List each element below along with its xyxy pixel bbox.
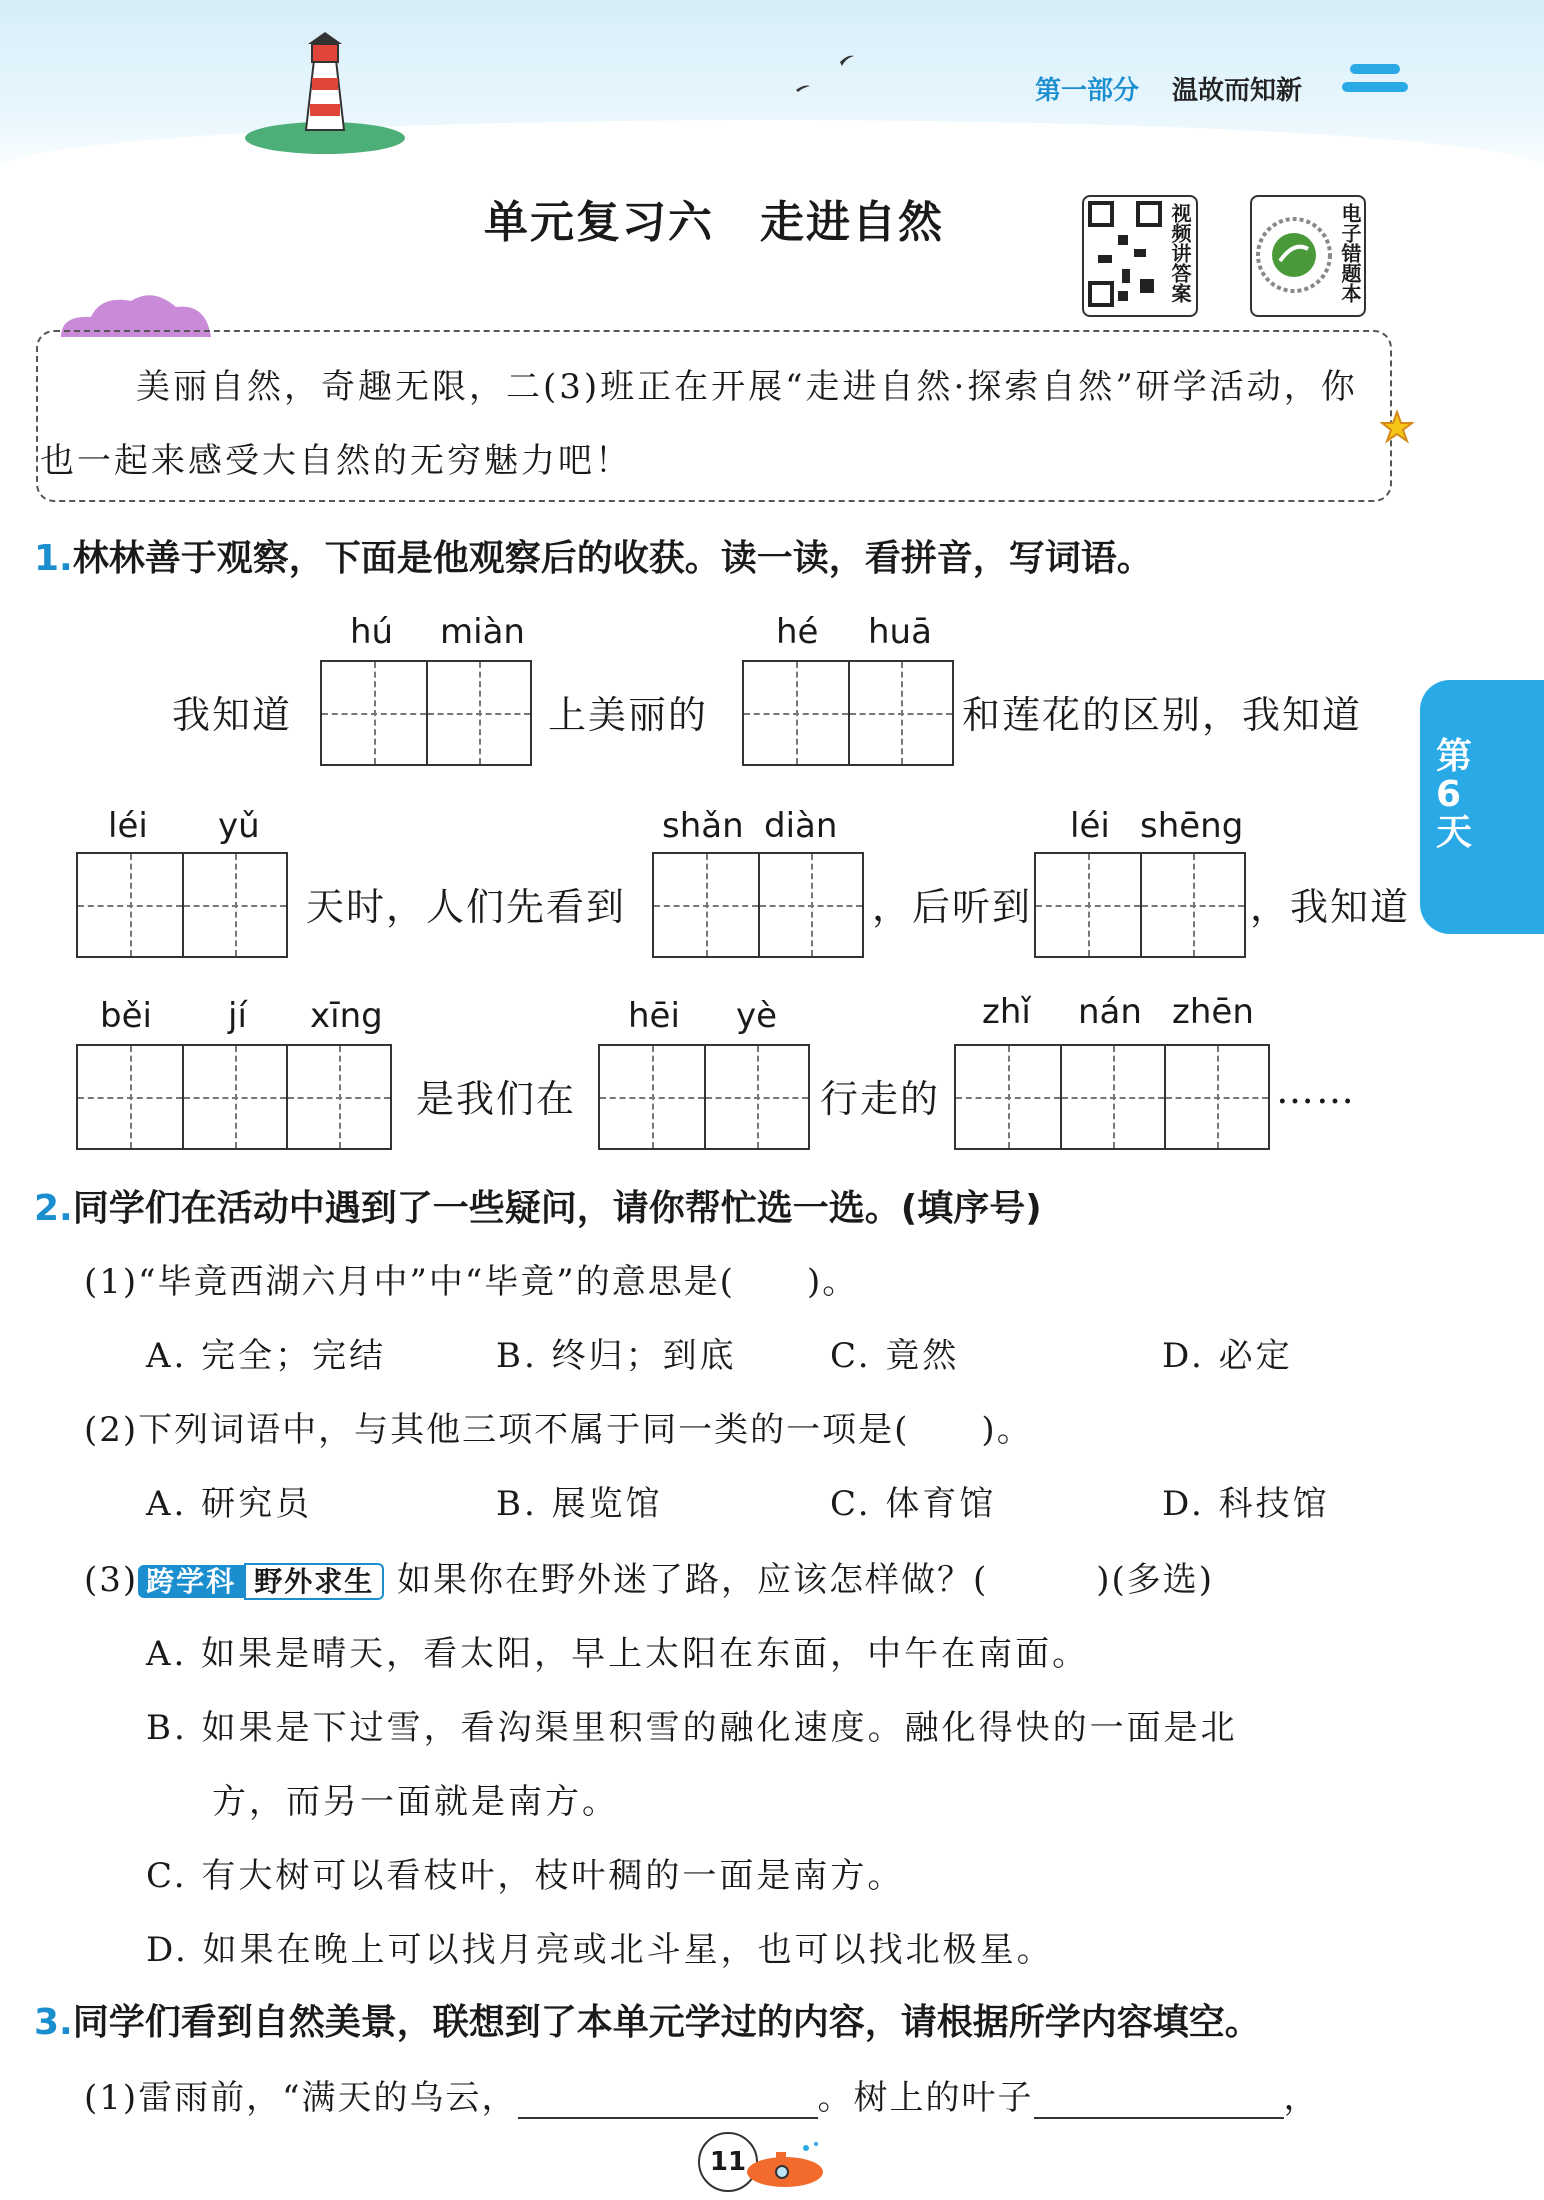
q1-pinyin: huā [868,612,932,652]
bird-icon [790,50,870,100]
qr-pattern-icon [1088,199,1164,311]
header-part-label: 第一部分 [1035,76,1140,106]
fill-in-blank[interactable] [1034,2075,1284,2119]
q2-sub1-option[interactable]: A. 完全；完结 [146,1336,387,1376]
header-logo-icon [1340,48,1410,108]
q1-pinyin: hēi [628,996,680,1036]
q1-pinyin: yè [736,996,778,1036]
q2-number: 2. [34,1188,73,1229]
q1-pinyin: běi [100,996,152,1036]
page-number: 11 [698,2132,758,2192]
q1-line1-text2: 上美丽的 [548,693,709,737]
app-logo-icon [1254,199,1334,311]
answer-grid-hehua[interactable] [742,660,954,766]
answer-grid-leiyu[interactable] [76,852,288,958]
q2-heading [34,1180,1042,1231]
answer-grid-humian[interactable] [320,660,532,766]
q1-line2-text1: 天时，人们先看到 [306,885,627,929]
q1-line2-text2: ，后听到 [872,885,1033,929]
q2-sub2-stem: (2)下列词语中，与其他三项不属于同一类的一项是( )。 [84,1410,1033,1450]
q3-sub1-line [84,2070,1320,2119]
q3-sub1-text-c: ， [1283,2078,1320,2118]
q1-pinyin: hé [776,612,819,652]
q1-pinyin: jí [228,996,247,1036]
q2-sub1-option[interactable]: D. 必定 [1162,1336,1293,1376]
q1-line3-text1: 是我们在 [416,1077,577,1121]
q2-sub1-option[interactable]: C. 竟然 [830,1336,960,1376]
q1-pinyin: yǔ [218,806,260,846]
q2-sub3-stem: 如果你在野外迷了路，应该怎样做？( )(多选) [397,1560,1215,1600]
q2-sub3-option-continuation: 方，而另一面就是南方。 [212,1782,619,1822]
survival-tag: 野外求生 [244,1563,384,1600]
q3-heading [34,1994,1261,2045]
q2-sub2-option[interactable]: D. 科技馆 [1162,1484,1330,1524]
q2-sub1-option[interactable]: B. 终归；到底 [496,1336,737,1376]
q1-pinyin: nán [1078,992,1142,1032]
fill-in-blank[interactable] [518,2075,818,2119]
q2-sub1-stem: (1)“毕竟西湖六月中”中“毕竟”的意思是( )。 [84,1262,859,1302]
q3-prompt: 同学们看到自然美景，联想到了本单元学过的内容，请根据所学内容填空。 [72,2002,1261,2043]
q2-sub3-option[interactable]: C. 有大树可以看枝叶，枝叶稠的一面是南方。 [146,1856,905,1896]
q1-line2-text3: ，我知道 [1250,885,1411,929]
q2-sub3-option[interactable]: B. 如果是下过雪，看沟渠里积雪的融化速度。融化得快的一面是北 [146,1708,1238,1748]
q2-prompt: 同学们在活动中遇到了一些疑问，请你帮忙选一选。(填序号) [72,1188,1042,1229]
submarine-icon [740,2140,830,2190]
q1-pinyin: shēng [1140,806,1244,846]
page-title: 单元复习六 走进自然 [484,197,944,248]
q1-line3-text2: 行走的 [820,1077,941,1121]
q1-line1-text1: 我知道 [172,693,293,737]
q1-pinyin: diàn [764,806,838,846]
q3-sub1-text-a: (1)雷雨前，“满天的乌云， [84,2078,518,2118]
q2-sub3-option[interactable]: D. 如果在晚上可以找月亮或北斗星，也可以找北极星。 [146,1930,1054,1970]
q1-pinyin: léi [1070,806,1110,846]
q3-sub1-text-b: 。树上的叶子 [817,2078,1034,2118]
answer-grid-shandian[interactable] [652,852,864,958]
answer-grid-leisheng[interactable] [1034,852,1246,958]
q1-pinyin: zhǐ [982,992,1031,1032]
star-icon [1380,410,1414,444]
q2-sub2-option[interactable]: C. 体育馆 [830,1484,997,1524]
q2-sub3-number: (3) [84,1560,139,1600]
q1-pinyin: miàn [440,612,525,652]
q1-pinyin: shǎn [662,806,744,846]
day-side-tab-label: 第6天 [1436,736,1473,853]
qr-code-video[interactable] [1082,195,1198,317]
q1-pinyin: hú [350,612,394,652]
header-section-name: 温故而知新 [1172,76,1303,106]
qr-label-video: 视频讲答案 [1168,203,1192,303]
q1-pinyin: zhēn [1172,992,1254,1032]
q1-pinyin: léi [108,806,148,846]
q1-line1-text3: 和莲花的区别，我知道 [962,693,1363,737]
answer-grid-zhinanzhen[interactable] [954,1044,1270,1150]
lighthouse-illustration [240,30,410,155]
q1-number: 1. [34,538,73,579]
q2-sub2-option[interactable]: B. 展览馆 [496,1484,663,1524]
cross-subject-tag: 跨学科 [138,1565,244,1598]
qr-code-errorbook[interactable] [1250,195,1366,317]
qr-label-errorbook: 电子错题本 [1338,203,1362,303]
q1-prompt: 林林善于观察，下面是他观察后的收获。读一读，看拼音，写词语。 [72,538,1153,579]
q3-number: 3. [34,2002,73,2043]
q2-sub3-option[interactable]: A. 如果是晴天，看太阳，早上太阳在东面，中午在南面。 [146,1634,1090,1674]
q1-pinyin: xīng [310,996,383,1036]
answer-grid-heiye[interactable] [598,1044,810,1150]
q2-sub2-option[interactable]: A. 研究员 [146,1484,313,1524]
answer-grid-beijixing[interactable] [76,1044,392,1150]
q1-heading [34,530,1153,581]
q1-line3-text3: …… [1276,1068,1356,1112]
intro-text: 美丽自然，奇趣无限，二(3)班正在开展“走进自然·探索自然”研学活动，你也一起来感受大自然的无穷魅力吧！ [40,367,1358,481]
q2-sub3-stem-line [84,1552,1214,1601]
